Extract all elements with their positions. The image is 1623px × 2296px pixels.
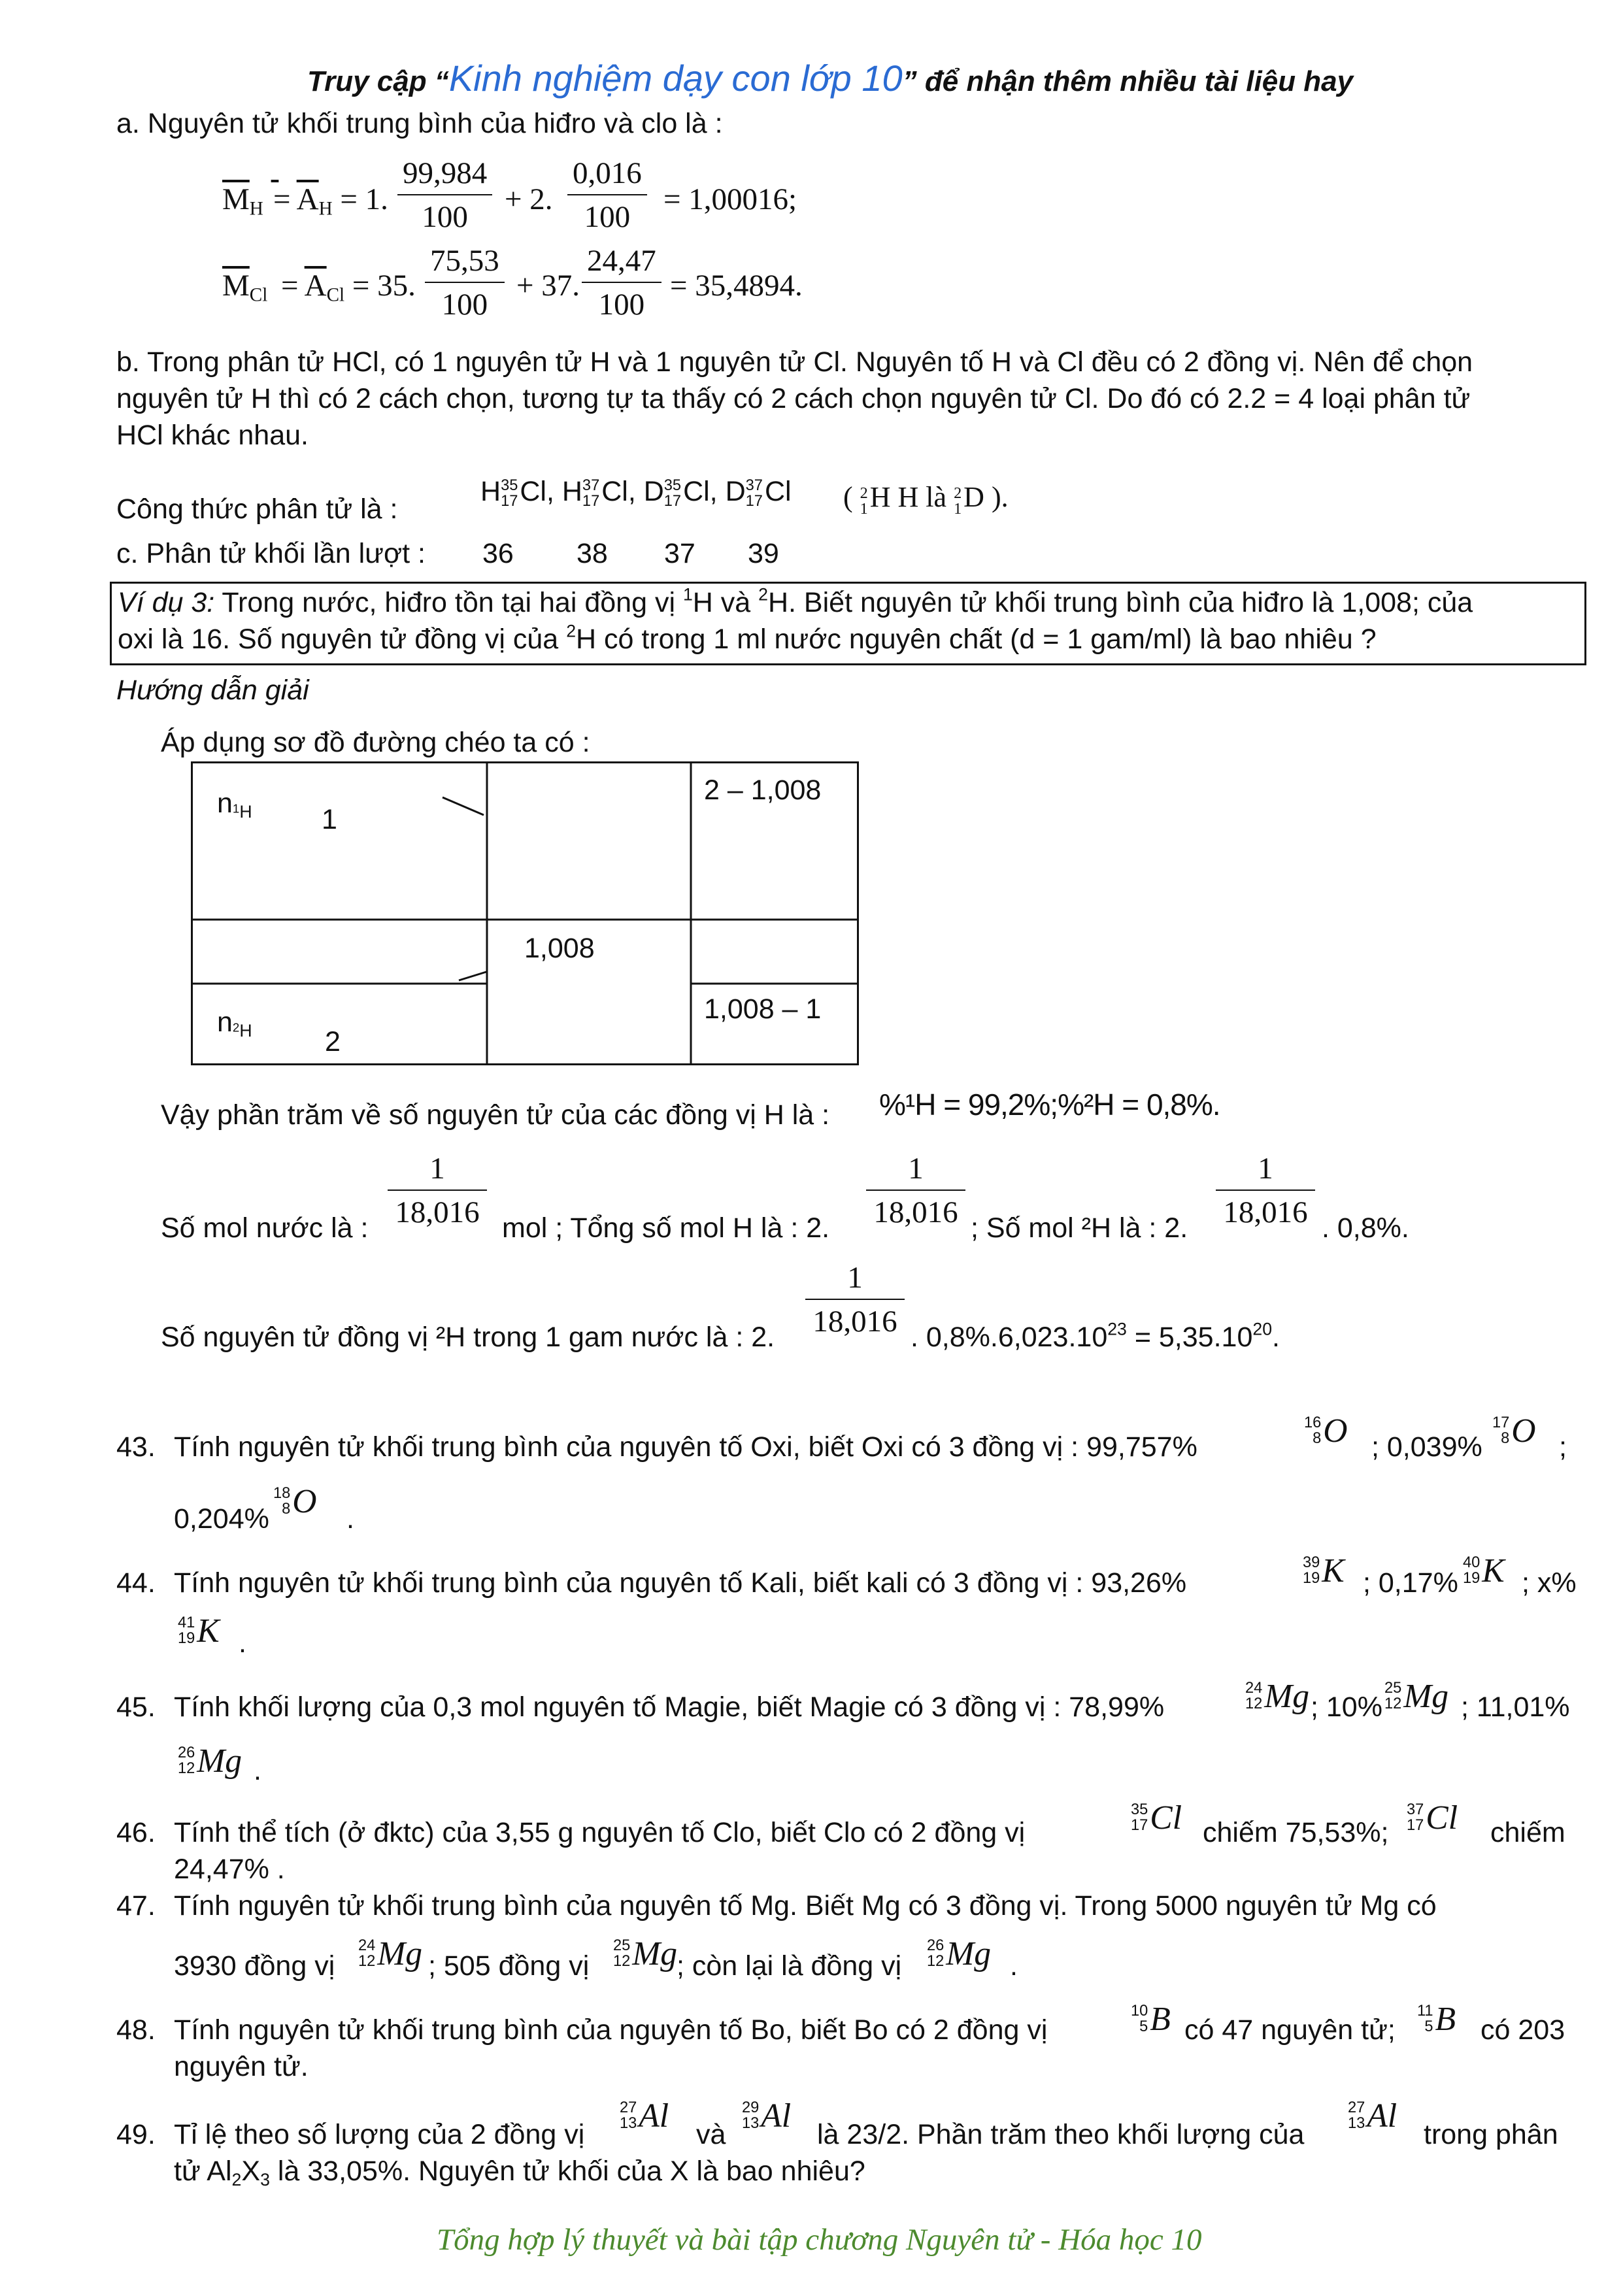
q43-line1: 43. Tính nguyên tử khối trung bình của nguyên tố Oxi, biết Oxi có 3 đồng vị : 99,757% bbox=[116, 1431, 1197, 1463]
diagram-bottom-right: 1,008 – 1 bbox=[704, 993, 822, 1025]
part-c-value-2: 38 bbox=[577, 538, 608, 569]
q45-iso-mg25: 25 12 Mg bbox=[1384, 1678, 1449, 1715]
q48-part3: có 203 bbox=[1481, 2014, 1565, 2046]
q43-iso-o17: 17 8 O bbox=[1492, 1412, 1536, 1450]
part-b-line3: HCl khác nhau. bbox=[116, 420, 309, 451]
formula-note: ( 2 1 H H là 2 1 D ). bbox=[843, 481, 1009, 518]
q43-line2: 0,204% bbox=[174, 1503, 269, 1535]
q46-line1: 46. Tính thể tích (ở đktc) của 3,55 g nguyên tố Clo, biết Clo có 2 đồng vị bbox=[116, 1817, 1026, 1848]
percent-label: Vậy phần trăm về số nguyên tử của các đồng vị H là : bbox=[161, 1099, 830, 1131]
q44-iso-k39: 39 19 K bbox=[1303, 1552, 1345, 1589]
diagram-top-right: 2 – 1,008 bbox=[704, 774, 822, 806]
diagram-n2-label: $n_{^2H}$ bbox=[217, 1007, 252, 1040]
part-c-value-4: 39 bbox=[748, 538, 779, 569]
q48-iso-b11: 11 5 B bbox=[1417, 2001, 1456, 2038]
diagram-n2-value: 2 bbox=[325, 1026, 341, 1057]
fraction-mol-2h: $\frac{1}{18,016}$ bbox=[1216, 1154, 1315, 1228]
equation-cl: $\overline{M}_{Cl}$ bbox=[222, 269, 268, 306]
q49-part3: trong phân bbox=[1424, 2119, 1558, 2150]
mol-tail: . 0,8%. bbox=[1322, 1212, 1409, 1244]
q44-iso-k40: 40 19 K bbox=[1463, 1552, 1505, 1589]
q45-tail: . bbox=[254, 1755, 261, 1786]
q45-part2: ; 10% bbox=[1311, 1691, 1382, 1723]
q44-iso-k41: 41 19 K bbox=[178, 1612, 220, 1650]
fraction-atoms: $\frac{1}{18,016}$ bbox=[805, 1263, 905, 1337]
q45-iso-mg26: 26 12 Mg bbox=[178, 1742, 243, 1780]
q49-iso-al27-b: 27 13 Al bbox=[1348, 2097, 1397, 2135]
q43-tail: . bbox=[346, 1503, 354, 1535]
q45-part3: ; 11,01% bbox=[1461, 1691, 1570, 1723]
fraction-cl-2: $\frac{24,47}{100}$ bbox=[582, 246, 661, 320]
q43-part2: ; 0,039% bbox=[1371, 1431, 1482, 1463]
q49-iso-al27: 27 13 Al bbox=[620, 2097, 669, 2135]
q47-line1: 47. Tính nguyên tử khối trung bình của nguyên tố Mg. Biết Mg có 3 đồng vị. Trong 5000 nguyên tử Mg có bbox=[116, 1890, 1437, 1922]
page-header: Truy cập “Kinh nghiệm dạy con lớp 10” để nhận thêm nhiều tài liệu hay bbox=[307, 58, 1354, 99]
q47-iso-mg25: 25 12 Mg bbox=[613, 1935, 678, 1972]
q49-and: và bbox=[696, 2119, 726, 2150]
result-cl: = 35,4894. bbox=[670, 269, 803, 303]
diagram-n1-value: 1 bbox=[322, 804, 337, 835]
solution-intro: Áp dụng sơ đồ đường chéo ta có : bbox=[161, 727, 590, 758]
fraction-cl-1: $\frac{75,53}{100}$ bbox=[425, 246, 505, 320]
solution-heading: Hướng dẫn giải bbox=[116, 674, 309, 706]
q49-part2: là 23/2. Phần trăm theo khối lượng của bbox=[817, 2119, 1305, 2150]
diagram-center: 1,008 bbox=[524, 933, 595, 964]
fraction-mol-h: $\frac{1}{18,016}$ bbox=[866, 1154, 965, 1228]
page-footer: Tổng hợp lý thuyết và bài tập chương Nguyên tử - Hóa học 10 bbox=[437, 2223, 1202, 2257]
q48-part2: có 47 nguyên tử; bbox=[1184, 2014, 1396, 2046]
plus-h: + 2. bbox=[505, 182, 553, 216]
equation-h: $\overline{M}_H$ bbox=[222, 182, 263, 220]
part-a-intro: a. Nguyên tử khối trung bình của hiđro và clo là : bbox=[116, 108, 723, 139]
q48-iso-b10: 10 5 B bbox=[1131, 2001, 1171, 2038]
q46-part3: chiếm bbox=[1490, 1817, 1565, 1848]
q43-iso-o18: 18 8 O bbox=[273, 1483, 317, 1520]
q46-line2: 24,47% . bbox=[174, 1854, 285, 1885]
part-c-value-1: 36 bbox=[482, 538, 514, 569]
q47-tail: . bbox=[1010, 1950, 1018, 1982]
plus-cl: + 37. bbox=[516, 269, 580, 303]
fraction-h-2: $\frac{0,016}{100}$ bbox=[567, 158, 647, 233]
q46-part2: chiếm 75,53%; bbox=[1203, 1817, 1389, 1848]
q45-line1: 45. Tính khối lượng của 0,3 mol nguyên tố Magie, biết Magie có 3 đồng vị : 78,99% bbox=[116, 1691, 1165, 1723]
fraction-h-1: $\frac{99,984}{100}$ bbox=[397, 158, 492, 233]
atoms-label: Số nguyên tử đồng vị ²H trong 1 gam nước là : 2. bbox=[161, 1322, 775, 1353]
q46-iso-cl37: 37 17 Cl bbox=[1407, 1799, 1458, 1837]
q44-part2: ; 0,17% bbox=[1363, 1567, 1458, 1599]
q43-iso-o16: 16 8 O bbox=[1304, 1412, 1348, 1450]
percent-value: %¹H = 99,2%;%²H = 0,8%. bbox=[879, 1088, 1220, 1122]
q47-iso-mg26: 26 12 Mg bbox=[927, 1935, 992, 1972]
q44-tail: . bbox=[239, 1627, 246, 1659]
mol-water-label: Số mol nước là : bbox=[161, 1212, 369, 1244]
equation-h-avg: = $\overline{A}_H = 1$. bbox=[273, 182, 388, 220]
mol-2h-label: ; Số mol ²H là : 2. bbox=[971, 1212, 1188, 1244]
q48-line2: nguyên tử. bbox=[174, 2051, 309, 2082]
q49-line1: 49. Tỉ lệ theo số lượng của 2 đồng vị bbox=[116, 2119, 585, 2150]
mol-h-label: mol ; Tổng số mol H là : 2. bbox=[502, 1212, 830, 1244]
q47-iso-mg24: 24 12 Mg bbox=[358, 1935, 423, 1972]
q47-line2-b: ; 505 đồng vị bbox=[428, 1950, 590, 1982]
q47-line2-c: ; còn lại là đồng vị bbox=[677, 1950, 902, 1982]
cross-diagram bbox=[191, 761, 859, 1065]
atoms-result: . $0,8\%.6,023.10^{23} = 5,35.10^{20}$. bbox=[911, 1319, 1280, 1353]
part-c-value-3: 37 bbox=[664, 538, 695, 569]
part-b-line1: b. Trong phân tử HCl, có 1 nguyên tử H và 1 nguyên tử Cl. Nguyên tố H và Cl đều có 2 đồng vị. Nên để chọn bbox=[116, 346, 1473, 378]
q48-line1: 48. Tính nguyên tử khối trung bình của nguyên tố Bo, biết Bo có 2 đồng vị bbox=[116, 2014, 1048, 2046]
formula-label: Công thức phân tử là : bbox=[116, 493, 398, 525]
example-3-line2: oxi là 16. Số nguyên tử đồng vị của $^2$H có trong 1 ml nước nguyên chất (d = 1 gam/ml) là bao nhiêu ? bbox=[118, 621, 1377, 655]
q44-part3: ; x% bbox=[1522, 1567, 1577, 1599]
q49-line2: tử $Al_2X_3$ là 33,05%. Nguyên tử khối của X là bao nhiêu? bbox=[174, 2155, 865, 2189]
example-3-line1: Ví dụ 3: Trong nước, hiđro tồn tại hai đồng vị $^1$H và $^2$H. Biết nguyên tử khối trung bình của hiđro là 1,008; của bbox=[118, 584, 1473, 618]
result-h: = 1,00016; bbox=[663, 182, 797, 216]
header-link[interactable]: Kinh nghiệm dạy con lớp 10 bbox=[448, 58, 903, 99]
q43-part3: ; bbox=[1559, 1431, 1567, 1463]
diagram-n1-label: $n_{^1H}$ bbox=[217, 788, 252, 822]
q47-line2-a: 3930 đồng vị bbox=[174, 1950, 335, 1982]
fraction-mol-water: $\frac{1}{18,016}$ bbox=[388, 1154, 487, 1228]
formula-list: H 35 17 Cl, H 37 17 Cl, D 35 17 Cl, D 37 17 Cl bbox=[480, 476, 792, 510]
part-c-label: c. Phân tử khối lần lượt : bbox=[116, 538, 426, 569]
part-b-line2: nguyên tử H thì có 2 cách chọn, tương tự ta thấy có 2 cách chọn nguyên tử Cl. Do đó có 2.2 = 4 loại phân tử bbox=[116, 383, 1471, 414]
q49-iso-al29: 29 13 Al bbox=[742, 2097, 792, 2135]
q44-line1: 44. Tính nguyên tử khối trung bình của nguyên tố Kali, biết kali có 3 đồng vị : 93,26% bbox=[116, 1567, 1187, 1599]
q45-iso-mg24: 24 12 Mg bbox=[1245, 1678, 1310, 1715]
q46-iso-cl35: 35 17 Cl bbox=[1131, 1799, 1182, 1837]
equation-cl-avg: = $\overline{A}_{Cl} = 35$. bbox=[281, 269, 416, 306]
